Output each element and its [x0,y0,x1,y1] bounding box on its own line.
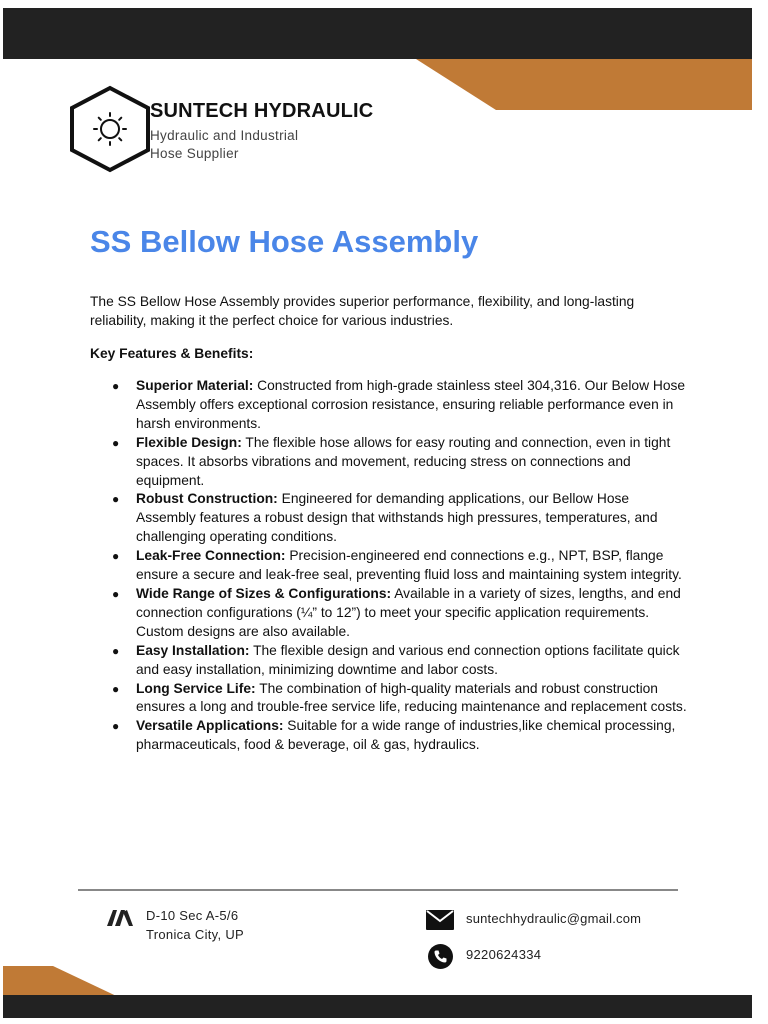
tagline-line-2: Hose Supplier [150,146,239,161]
feature-item [90,547,690,585]
tagline-line-1: Hydraulic and Industrial [150,128,299,143]
feature-item [90,680,690,718]
phone-number[interactable]: 9220624334 [466,947,542,962]
feature-label: Leak-Free Connection: [136,548,286,564]
feature-list [90,377,690,755]
feature-label: Flexible Design: [136,434,242,450]
bullet-icon: ● [112,379,120,393]
feature-label: Superior Material: [136,378,254,393]
location-arrows-icon [107,908,133,926]
feature-label: Wide Range of Sizes & Configurations: [136,585,392,601]
feature-text: Constructed from high-grade stainless steel 304,316. Our Below Hose Assembly offers exceptional corrosion resistance, ensuring reliable performance even in harsh environments. [136,378,686,431]
bullet-icon: ● [112,549,120,564]
envelope-icon [426,910,454,930]
feature-label: Easy Installation: [136,642,250,658]
feature-text: The flexible design and various end connection options facilitate quick and easy installation, minimizing downtime and labor costs. [136,642,680,677]
bullet-icon: ● [112,435,120,450]
address [146,906,244,944]
document-title: SS Bellow Hose Assembly [90,224,479,259]
feature-item [90,434,690,491]
footer-dark-bar [3,995,752,1018]
feature-item [90,490,690,547]
header-dark-bar [3,8,752,59]
address-line-2: Tronica City, UP [146,927,244,942]
footer-divider [78,889,678,891]
feature-item [90,717,690,755]
header-orange-accent [416,59,752,110]
feature-label: Long Service Life: [136,680,256,696]
intro-paragraph: The SS Bellow Hose Assembly provides superior performance, flexibility, and long-lasting reliability, making it the perfect choice for various industries. [90,294,635,328]
feature-label: Robust Construction: [136,491,278,507]
company-name: SUNTECH HYDRAULIC [150,100,374,122]
feature-text: The combination of high-quality materials and robust construction ensures a long and trouble-free service life, reducing maintenance and replacement costs. [136,680,687,715]
bullet-icon: ● [112,492,120,507]
email-link[interactable]: suntechhydraulic@gmail.com [466,911,642,926]
feature-item [90,377,690,434]
bullet-icon: ● [112,719,120,734]
phone-icon [428,944,453,969]
feature-text: Engineered for demanding applications, our Bellow Hose Assembly features a robust design that withstands high pressures, temperatures, and challenging operating conditions. [136,491,658,545]
feature-text: Precision-engineered end connections e.g., NPT, BSP, flange ensure a secure and leak-free seal, preventing fluid loss and maintaining system integrity. [136,548,682,583]
feature-text: The flexible hose allows for easy routing and connection, even in tight spaces. It absorbs vibrations and movement, reducing stress on connections and equipment. [136,434,671,488]
feature-item [90,585,690,642]
feature-item [90,642,690,680]
bullet-icon: ● [112,681,120,696]
features-heading: Key Features & Benefits: [90,346,254,361]
feature-label: Versatile Applications: [136,718,284,734]
bullet-icon: ● [112,643,120,658]
feature-text: Available in a variety of sizes, lengths, and end connection configurations (¼” to 12”) to meet your specific application requirements. Custom designs are also available. [136,585,681,639]
feature-text: Suitable for a wide range of industries,like chemical processing, pharmaceuticals, food & beverage, oil & gas, hydraulics. [136,718,676,753]
address-line-1: D-10 Sec A-5/6 [146,908,239,923]
company-tagline [150,127,298,163]
sun-in-hexagon-icon [66,84,154,174]
bullet-icon: ● [112,586,120,601]
